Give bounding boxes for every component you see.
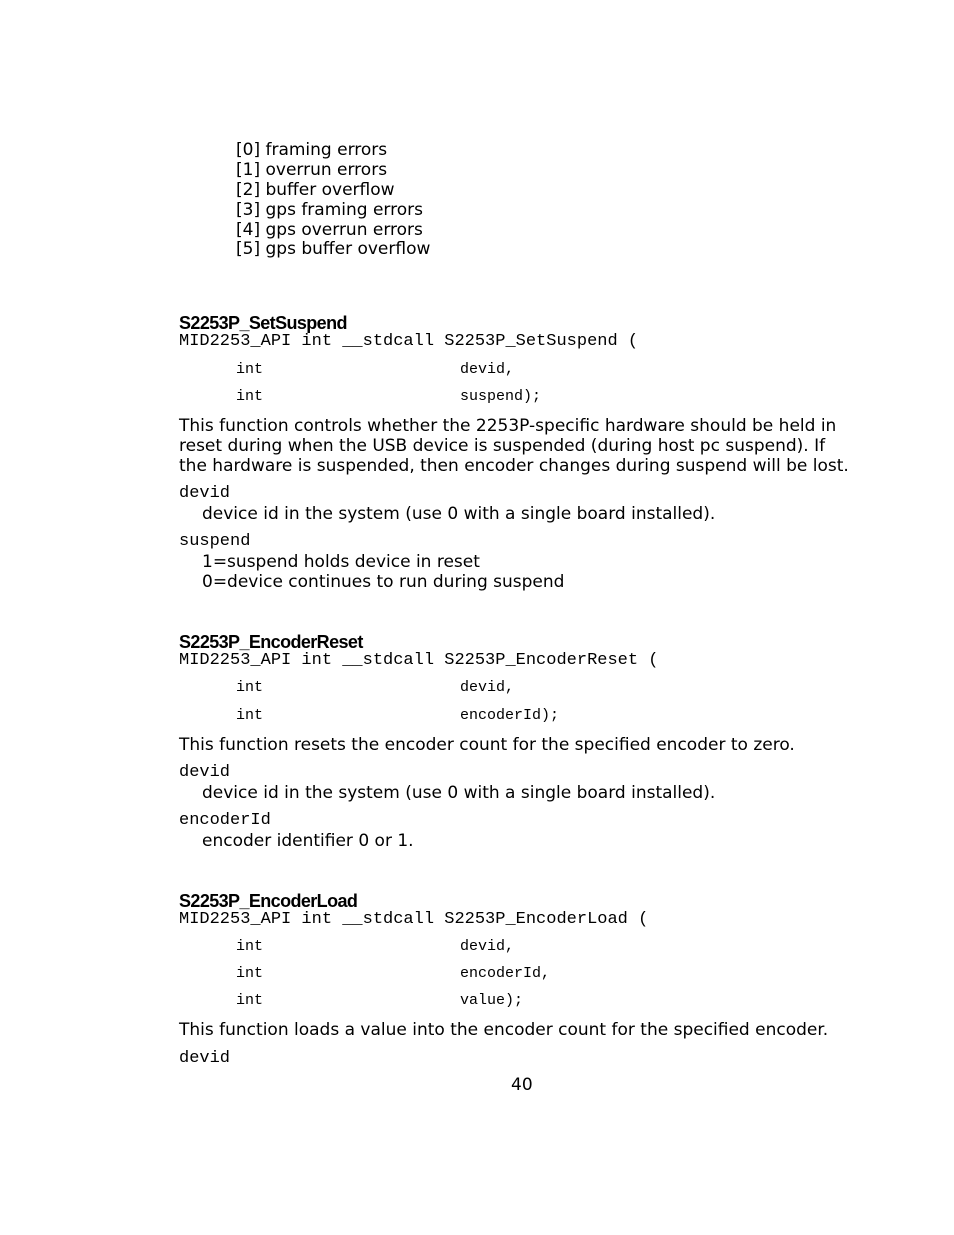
error-list-item: [5] gps buffer overflow (236, 239, 431, 259)
function-signature: MID2253_API int __stdcall S2253P_EncoderReset ( (179, 651, 659, 670)
error-list-item: [1] overrun errors (236, 160, 388, 180)
arg-name: devid (179, 763, 231, 782)
param-type: int (236, 938, 264, 955)
page-number: 40 (511, 1075, 533, 1095)
description-line: This function resets the encoder count for the specified encoder to zero. (179, 735, 795, 755)
error-list-item: [3] gps framing errors (236, 200, 423, 220)
param-type: int (236, 707, 264, 724)
param-name: devid, (460, 361, 515, 378)
param-name: suspend); (460, 388, 542, 405)
description-line: This function loads a value into the encoder count for the specified encoder. (179, 1020, 829, 1040)
param-type: int (236, 361, 264, 378)
arg-description: device id in the system (use 0 with a single board installed). (202, 783, 716, 803)
arg-description: 1=suspend holds device in reset (202, 552, 480, 572)
param-type: int (236, 992, 264, 1009)
param-name: encoderId, (460, 965, 551, 982)
param-type: int (236, 965, 264, 982)
param-type: int (236, 388, 264, 405)
arg-description: encoder identifier 0 or 1. (202, 831, 414, 851)
error-list-item: [0] framing errors (236, 140, 388, 160)
section-heading: S2253P_EncoderReset (179, 632, 363, 652)
arg-name: devid (179, 1049, 231, 1068)
param-name: devid, (460, 938, 515, 955)
param-name: devid, (460, 679, 515, 696)
arg-description: device id in the system (use 0 with a single board installed). (202, 504, 716, 524)
description-line: the hardware is suspended, then encoder changes during suspend will be lost. (179, 456, 849, 476)
arg-name: encoderId (179, 811, 271, 830)
arg-name: suspend (179, 532, 251, 551)
error-list-item: [4] gps overrun errors (236, 220, 423, 240)
description-line: reset during when the USB device is suspended (during host pc suspend). If (179, 436, 826, 456)
section-heading: S2253P_SetSuspend (179, 313, 347, 333)
param-name: value); (460, 992, 524, 1009)
arg-description: 0=device continues to run during suspend (202, 572, 565, 592)
description-line: This function controls whether the 2253P-specific hardware should be held in (179, 416, 837, 436)
error-list-item: [2] buffer overflow (236, 180, 395, 200)
param-type: int (236, 679, 264, 696)
section-heading: S2253P_EncoderLoad (179, 891, 358, 911)
function-signature: MID2253_API int __stdcall S2253P_SetSuspend ( (179, 332, 639, 351)
param-name: encoderId); (460, 707, 560, 724)
arg-name: devid (179, 484, 231, 503)
function-signature: MID2253_API int __stdcall S2253P_EncoderLoad ( (179, 910, 649, 929)
